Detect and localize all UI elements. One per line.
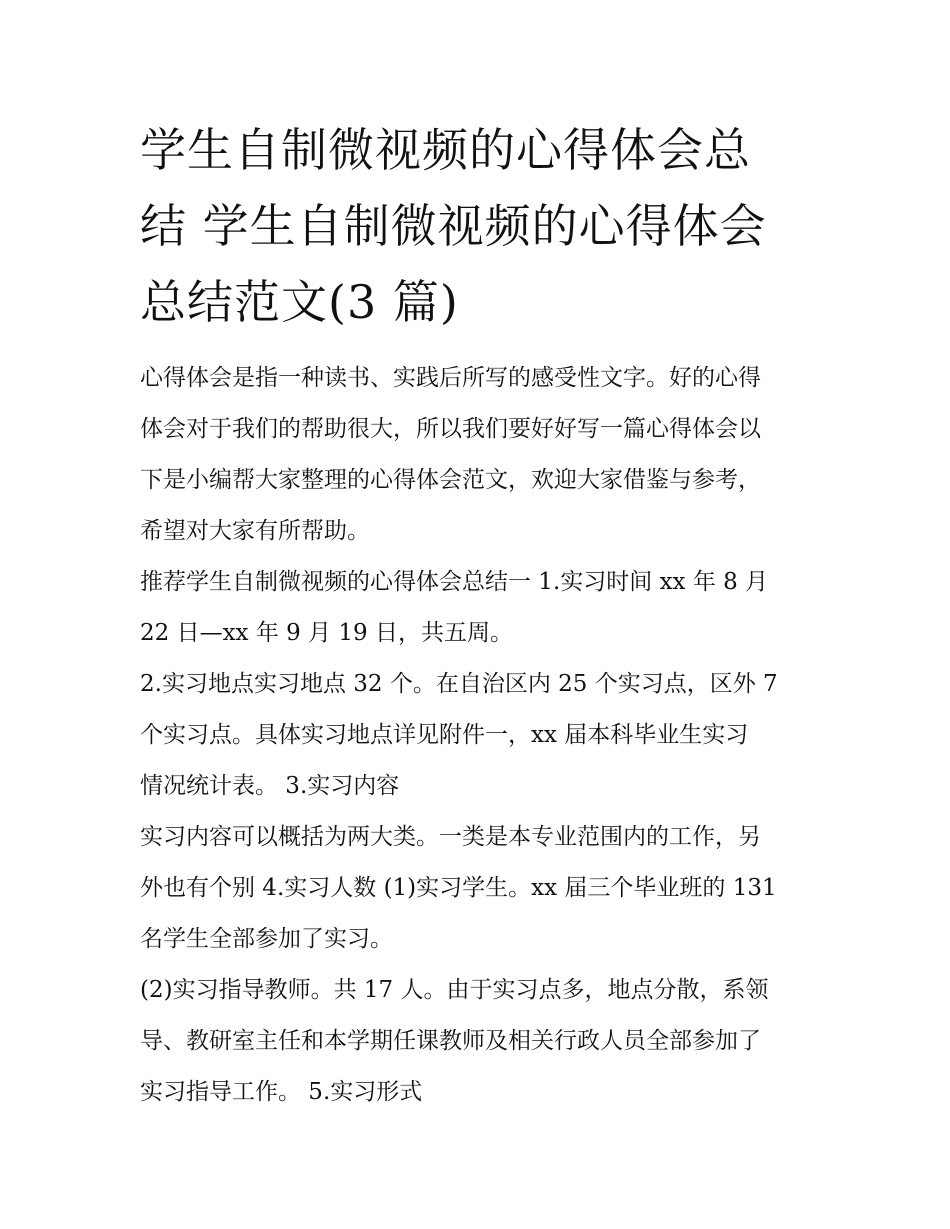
text-line: 下是小编帮大家整理的心得体会范文，欢迎大家借鉴与参考， [140, 467, 761, 493]
title-line: 总结范文(3 篇) [140, 275, 459, 329]
text-line: 希望对大家有所帮助。 [140, 518, 370, 544]
title-line: 学生自制微视频的心得体会总 [140, 123, 751, 177]
text-line: (2)实习指导教师。共 17 人。由于实习点多，地点分散，系领 [140, 977, 769, 1003]
text-line: 推荐学生自制微视频的心得体会总结一 1.实习时间 xx 年 8 月 [140, 569, 769, 595]
document-body [140, 353, 830, 1118]
text-line: 个实习点。具体实习地点详见附件一，xx 届本科毕业生实习 [140, 722, 749, 748]
document-title [140, 112, 820, 340]
text-line: 实习指导工作。 5.实习形式 [140, 1079, 423, 1105]
text-line: 导、教研室主任和本学期任课教师及相关行政人员全部参加了 [140, 1028, 761, 1054]
paragraph-instructors [140, 965, 830, 1118]
text-line: 2.实习地点实习地点 32 个。在自治区内 25 个实习点，区外 7 [140, 671, 778, 697]
text-line: 22 日—xx 年 9 月 19 日，共五周。 [140, 620, 513, 646]
title-line: 结 学生自制微视频的心得体会 [140, 199, 767, 253]
paragraph-internship-time [140, 557, 830, 659]
paragraph-intro [140, 353, 830, 557]
text-line: 外也有个别 4.实习人数 (1)实习学生。xx 届三个毕业班的 131 [140, 875, 777, 901]
text-line: 情况统计表。 3.实习内容 [140, 773, 400, 799]
text-line: 体会对于我们的帮助很大，所以我们要好好写一篇心得体会以 [140, 416, 761, 442]
paragraph-internship-content [140, 812, 830, 965]
paragraph-internship-location [140, 659, 830, 812]
text-line: 心得体会是指一种读书、实践后所写的感受性文字。好的心得 [140, 365, 761, 391]
text-line: 名学生全部参加了实习。 [140, 926, 393, 952]
text-line: 实习内容可以概括为两大类。一类是本专业范围内的工作，另 [140, 824, 761, 850]
